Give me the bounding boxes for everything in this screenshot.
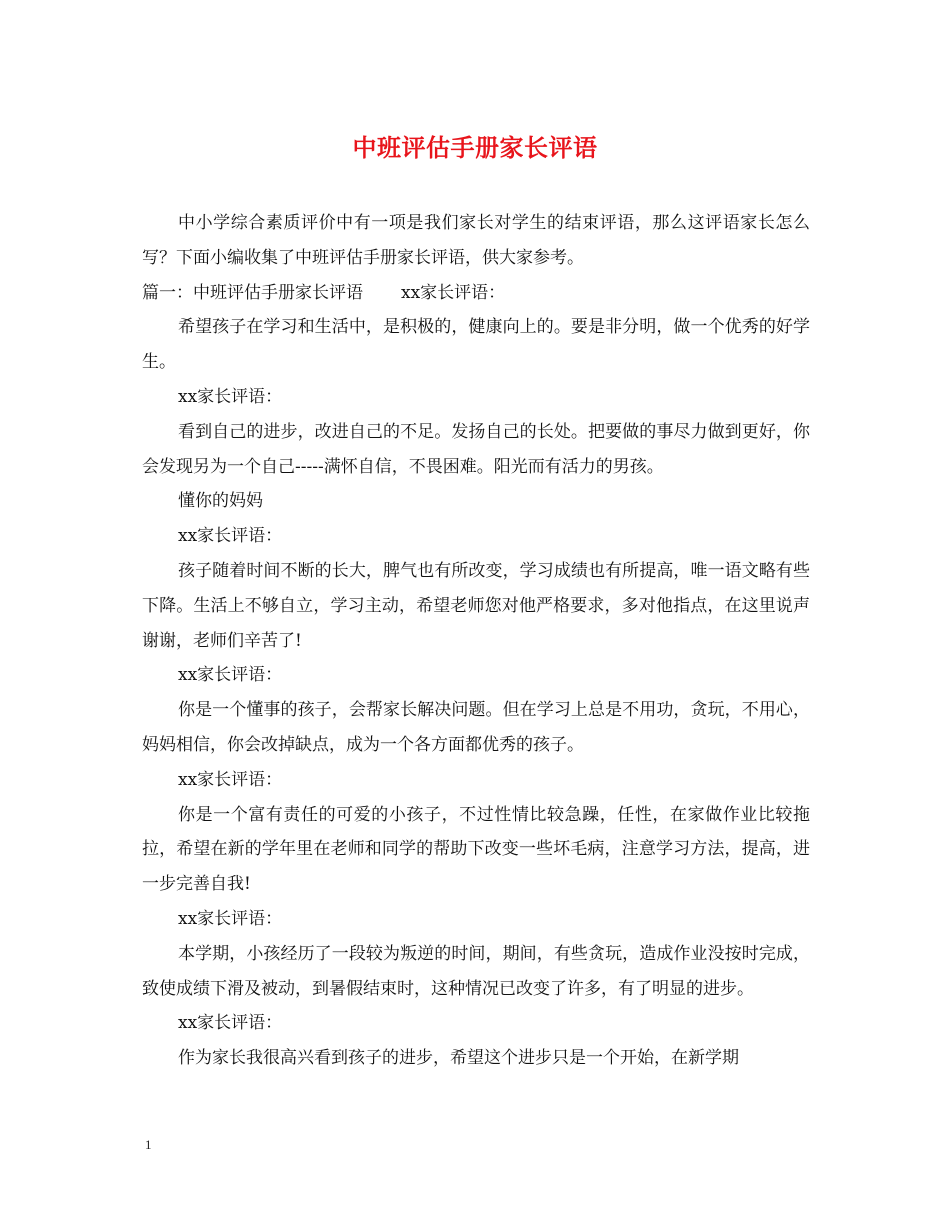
section-heading-line — [142, 276, 810, 311]
comment-paragraph: 希望孩子在学习和生活中，是积极的，健康向上的。要是非分明，做一个优秀的好学生。 — [142, 317, 810, 373]
comment-paragraph: 你是一个富有责任的可爱的小孩子，不过性情比较急躁，任性，在家做作业比较拖拉，希望在新的学年里在老师和同学的帮助下改变一些坏毛病，注意学习方法，提高，进一步完善自我! — [142, 804, 810, 895]
comment-label: xx家长评语： — [178, 769, 283, 790]
section-first-label: xx家长评语： — [401, 282, 506, 303]
comment-label: xx家长评语： — [178, 1013, 283, 1034]
comment-label: xx家长评语： — [178, 908, 283, 929]
intro-paragraph: 中小学综合素质评价中有一项是我们家长对学生的结束评语，那么这评语家长怎么写？下面小编收集了中班评估手册家长评语，供大家参考。 — [142, 213, 810, 268]
comment-label: xx家长评语： — [178, 526, 283, 547]
comment-label: xx家长评语： — [178, 386, 283, 407]
comment-paragraph: 作为家长我很高兴看到孩子的进步，希望这个进步只是一个开始，在新学期 — [178, 1048, 739, 1069]
document-title: 中班评估手册家长评语 — [352, 133, 598, 162]
section-heading: 篇一：中班评估手册家长评语 — [142, 282, 363, 303]
comment-paragraph: 本学期，小孩经历了一段较为叛逆的时间，期间，有些贪玩，造成作业没按时完成，致使成绩下滑及被动，到暑假结束时，这种情况已改变了许多，有了明显的进步。 — [142, 943, 810, 999]
comment-label: xx家长评语： — [178, 665, 283, 686]
signature-line: 懂你的妈妈 — [178, 491, 263, 512]
page-number: 1 — [145, 1137, 152, 1152]
comment-paragraph: 你是一个懂事的孩子，会帮家长解决问题。但在学习上总是不用功，贪玩，不用心，妈妈相信，你会改掉缺点，成为一个各方面都优秀的孩子。 — [142, 700, 810, 755]
document-body — [142, 206, 810, 1076]
comment-paragraph: 看到自己的进步，改进自己的不足。发扬自己的长处。把要做的事尽力做到更好，你会发现另为一个自己-----满怀自信，不畏困难。阳光而有活力的男孩。 — [142, 421, 810, 477]
comment-paragraph: 孩子随着时间不断的长大，脾气也有所改变，学习成绩也有所提高，唯一语文略有些下降。生活上不够自立，学习主动，希望老师您对他严格要求，多对他指点，在这里说声谢谢，老师们辛苦了! — [142, 560, 810, 651]
